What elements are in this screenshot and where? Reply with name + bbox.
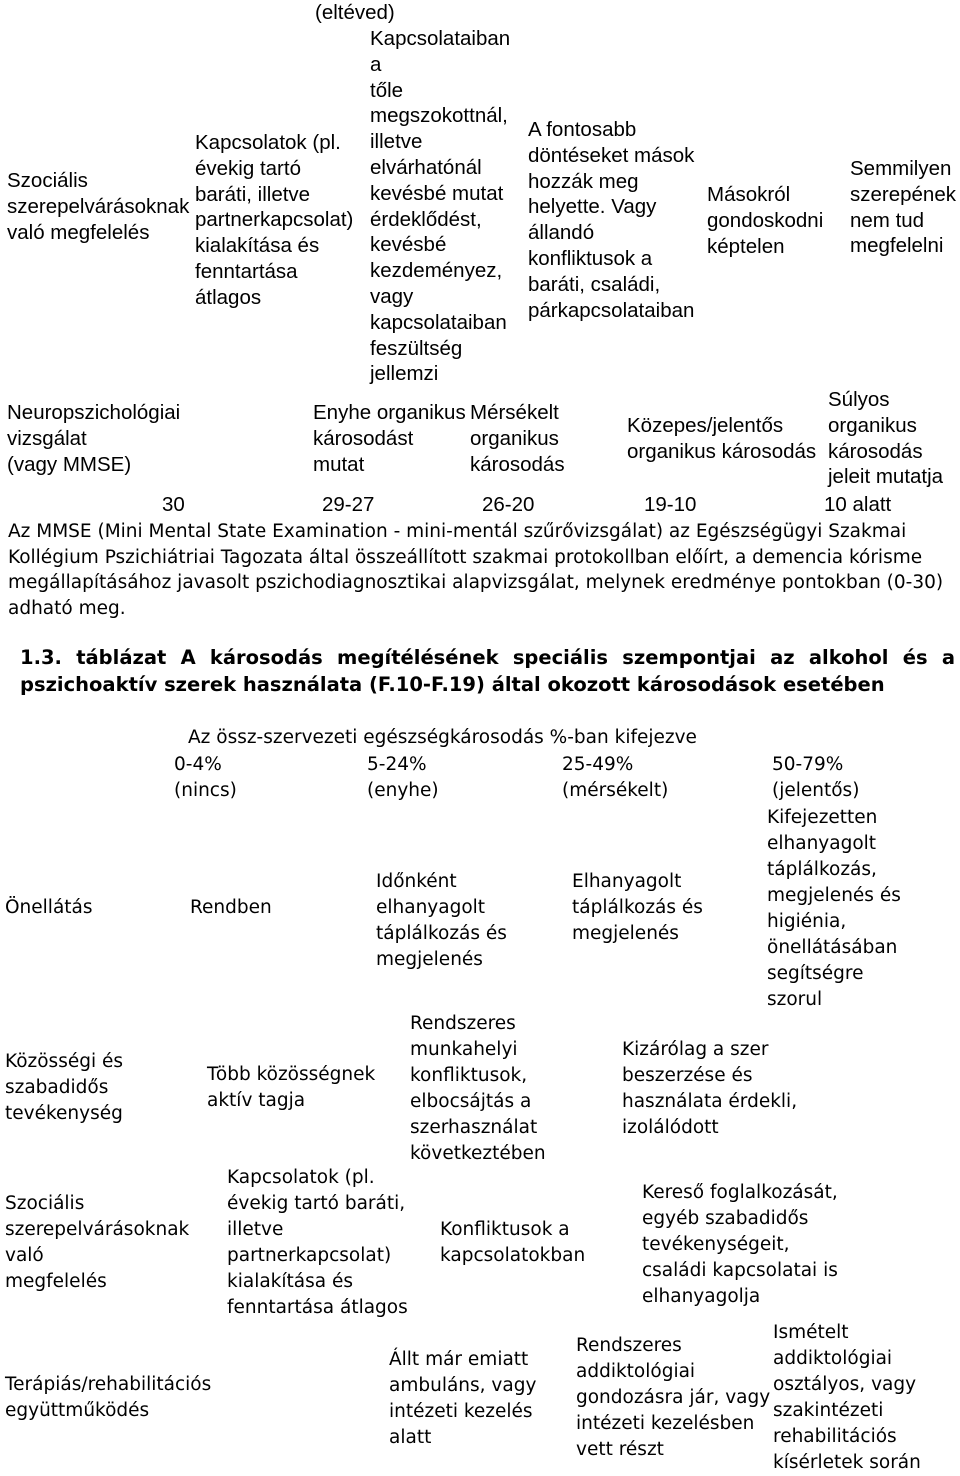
- t2-row1-c1: Rendben: [190, 897, 272, 918]
- t2-row2-label: Közösségi és szabadidős tevékenység: [5, 1051, 124, 1124]
- t2-row2-c2: Rendszeres munkahelyi konfliktusok, elbocsájtás a szerhasználat következtében: [410, 1013, 546, 1164]
- t2-header: Az össz-szervezeti egészségkárosodás %-ban kifejezve: [188, 727, 697, 748]
- t1-row1-label: Szociális szerepelvárásoknak való megfelelés: [7, 169, 190, 244]
- t2-row3-c3: Kereső foglalkozását, egyéb szabadidős tevékenységeit, családi kapcsolatai is elhanyagolja: [642, 1182, 838, 1307]
- t1-score-1: 30: [162, 493, 185, 516]
- t2-row3-c1: Kapcsolatok (pl. évekig tartó baráti, illetve partnerkapcsolat) kialakítása és fenntartása átlagos: [227, 1167, 408, 1318]
- t1-row2-c3: Enyhe organikus károsodást mutat: [313, 401, 466, 476]
- t1-row1-c6: Semmilyen szerepének nem tud megfelelni: [850, 157, 956, 258]
- t2-row3-label: Szociális szerepelvárásoknak való megfelelés: [5, 1193, 190, 1292]
- t2-row2-c3: Kizárólag a szer beszerzése és használata érdekli, izolálódott: [622, 1039, 798, 1138]
- t2-row2-c1: Több közösségnek aktív tagja: [207, 1064, 376, 1111]
- t2-row4-c2: Állt már emiatt ambuláns, vagy intézeti kezelés alatt: [389, 1349, 537, 1448]
- t2-row1-c2: Időnként elhanyagolt táplálkozás és megjelenés: [376, 871, 507, 970]
- t2-row4-label: Terápiás/rehabilitációs együttműködés: [5, 1374, 212, 1421]
- t2-row4-c3: Rendszeres addiktológiai gondozásra jár, vagy intézeti kezelésben vett részt: [576, 1335, 771, 1460]
- t1-score-5: 10 alatt: [824, 493, 892, 516]
- t2-row1-label: Önellátás: [5, 897, 93, 918]
- mmse-paragraph: Az MMSE (Mini Mental State Examination - mini-mentál szűrővizsgálat) az Egészségügyi Szakmai Kollégium Pszichiátriai Tagozata által összeállított szakmai protokollban előírt, a demencia kórisme megállapításához javasolt pszichodiagnosztikai alapvizsgálat, melynek eredménye pontokban (0-30) adható meg.: [8, 521, 944, 619]
- t1-row1-c3: Kapcsolataiban a tőle megszokottnál, illetve elvárhatónál kevésbé mutat érdeklődést, kevésbé kezdeményez, vagy kapcsolataiban feszültség jellemzi: [370, 27, 511, 386]
- t1-row2-c5: Közepes/jelentős organikus károsodás: [627, 414, 817, 463]
- t2-row3-c2: Konfliktusok a kapcsolatokban: [440, 1219, 586, 1266]
- t2-level-2: 5-24% (enyhe): [367, 754, 439, 801]
- t1-row2-c6: Súlyos organikus károsodás jeleit mutatja: [828, 388, 944, 489]
- t1-score-4: 19-10: [644, 493, 697, 516]
- t1-score-3: 26-20: [482, 493, 535, 516]
- t1-row1-c5: Másokról gondoskodni képtelen: [707, 183, 824, 258]
- t1-row1-c4: A fontosabb döntéseket mások hozzák meg helyette. Vagy állandó konfliktusok a baráti, családi, párkapcsolataiban: [528, 118, 695, 322]
- t1-row1-c2: Kapcsolatok (pl. évekig tartó baráti, illetve partnerkapcsolat) kialakítása és fenntartása átlagos: [195, 131, 354, 309]
- t2-row1-c3: Elhanyagolt táplálkozás és megjelenés: [572, 871, 703, 944]
- t2-row1-c4: Kifejezetten elhanyagolt táplálkozás, megjelenés és higiénia, önellátásában segítségre szorul: [767, 807, 901, 1010]
- table-caption: 1.3. táblázat A károsodás megítélésének speciális szempontjai az alkohol és a pszichoaktív szerek használata (F.10-F.19) által okozott károsodások esetében: [20, 646, 955, 696]
- t2-level-3: 25-49% (mérsékelt): [562, 754, 669, 801]
- t1-row2-label: Neuropszichológiai vizsgálat (vagy MMSE): [7, 401, 181, 476]
- t1-score-2: 29-27: [322, 493, 375, 516]
- t2-level-4: 50-79% (jelentős): [772, 754, 860, 801]
- t1-row2-c4: Mérsékelt organikus károsodás: [470, 401, 565, 476]
- t2-level-1: 0-4% (nincs): [174, 754, 237, 801]
- t1-row1-c3-top: (eltéved): [315, 1, 395, 24]
- t2-row4-c4: Ismételt addiktológiai osztályos, vagy szakintézeti rehabilitációs kísérletek során: [773, 1322, 921, 1473]
